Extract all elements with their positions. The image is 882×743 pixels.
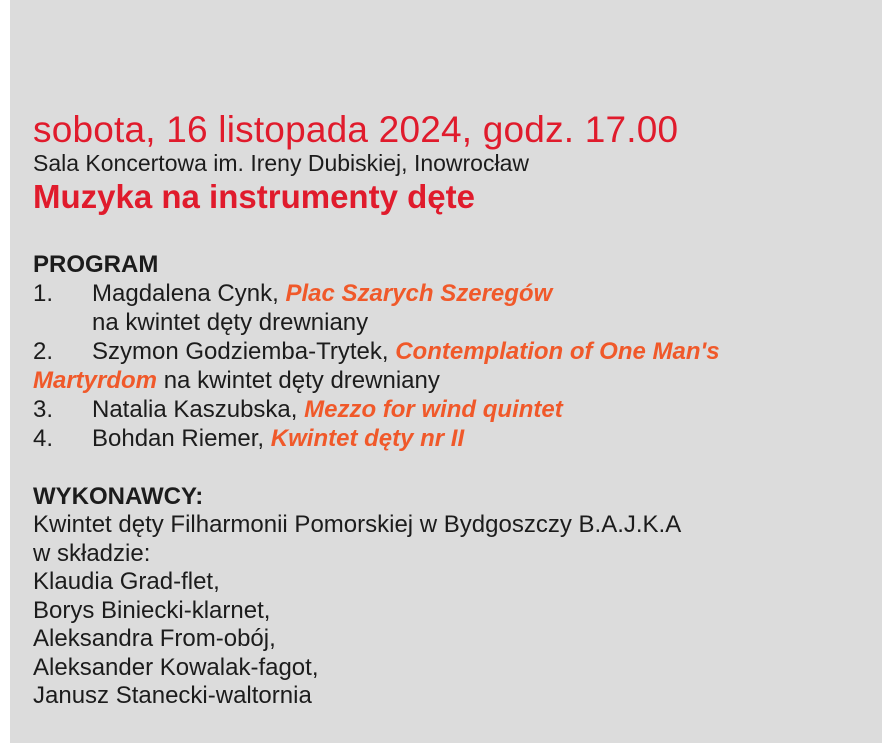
program-item-work: Mezzo for wind quintet xyxy=(304,396,563,423)
performers-ensemble: Kwintet dęty Filharmonii Pomorskiej w Bydgoszczy B.A.J.K.A xyxy=(33,511,682,538)
performer-member: Borys Biniecki-klarnet, xyxy=(33,596,271,624)
program-list xyxy=(33,279,868,453)
performer-member: Janusz Stanecki-waltornia xyxy=(33,682,312,709)
event-venue: Sala Koncertowa im. Ireny Dubiskiej, Inowrocław xyxy=(33,150,529,176)
program-item xyxy=(33,279,868,337)
performers-heading: WYKONAWCY: xyxy=(33,483,204,510)
program-item-number: 4. xyxy=(33,425,54,452)
program-item xyxy=(33,424,868,453)
event-title: Muzyka na instrumenty dęte xyxy=(33,178,475,215)
program-item-work: Contemplation of One Man's xyxy=(395,338,720,365)
program-item-suffix: na kwintet dęty drewniany xyxy=(92,309,369,336)
performer-member: Klaudia Grad-flet, xyxy=(33,568,220,595)
program-item-number: 2. xyxy=(33,338,54,365)
program-item-work: Kwintet dęty nr II xyxy=(270,425,465,452)
performer-member: Aleksander Kowalak-fagot, xyxy=(33,653,319,681)
event-date: sobota, 16 listopada 2024, godz. 17.00 xyxy=(33,109,679,150)
program-heading: PROGRAM xyxy=(33,251,159,278)
program-item-number: 3. xyxy=(33,396,54,423)
program-item-composer: Natalia Kaszubska, xyxy=(92,396,305,423)
program-item xyxy=(33,395,868,424)
program-item-continuation xyxy=(0,366,868,395)
event-content xyxy=(33,108,868,711)
program-item xyxy=(33,337,868,366)
program-item-composer: Bohdan Riemer, xyxy=(92,425,271,452)
program-item-number: 1. xyxy=(33,280,54,307)
program-item-work-continued: Martyrdom xyxy=(33,367,158,394)
program-item-work: Plac Szarych Szeregów xyxy=(285,280,553,307)
performers-composition-label: w składzie: xyxy=(33,539,151,567)
program-item-composer: Magdalena Cynk, xyxy=(92,280,286,307)
program-item-composer: Szymon Godziemba-Trytek, xyxy=(92,338,396,365)
performer-member: Aleksandra From-obój, xyxy=(33,625,276,652)
program-item-suffix: na kwintet dęty drewniany xyxy=(157,367,440,394)
